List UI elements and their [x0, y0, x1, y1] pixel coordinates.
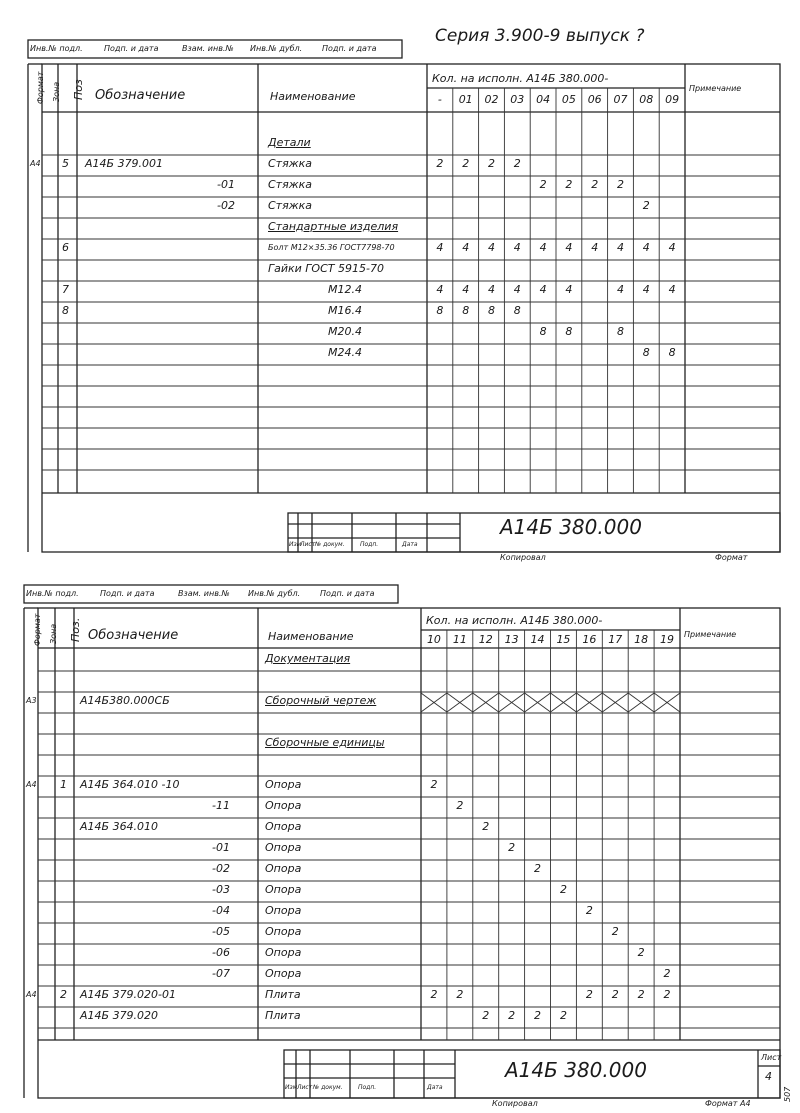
row-designation: -07: [212, 967, 230, 980]
row-designation: А14Б 379.020: [80, 1009, 159, 1022]
row-position: 2: [60, 988, 67, 1001]
row-designation: -03: [212, 883, 230, 896]
exec-col-header: 02: [484, 93, 499, 106]
qty-cell: 4: [642, 283, 650, 296]
row-format: А4: [26, 780, 37, 789]
row-name: Детали: [268, 136, 311, 149]
head-designation: Обозначение: [95, 88, 186, 103]
row-format: А4: [26, 990, 37, 999]
copied-by: Копировал: [492, 1099, 538, 1108]
qty-cell: 4: [668, 241, 676, 254]
row-name: Стяжка: [268, 199, 312, 212]
qty-cell: 4: [616, 241, 624, 254]
head-name: Наименование: [268, 630, 354, 643]
row-name: Опора: [265, 883, 302, 896]
row-position: 6: [62, 241, 69, 254]
qty-cell: 4: [487, 283, 495, 296]
stamp-sign-date-2: Подп. и дата: [320, 589, 375, 598]
exec-col-header: 12: [478, 633, 493, 646]
row-name: Опора: [265, 946, 302, 959]
exec-col-header: 16: [582, 633, 597, 646]
row-name: М20.4: [328, 325, 362, 338]
qty-cell: 2: [430, 778, 438, 791]
row-name: Опора: [265, 841, 302, 854]
qty-cell: 2: [663, 967, 671, 980]
tb-izm: Изм: [285, 1084, 298, 1091]
qty-cell: 2: [508, 841, 516, 854]
row-name: М24.4: [328, 346, 362, 359]
qty-cell: 2: [616, 178, 624, 191]
row-designation: -06: [212, 946, 230, 959]
stamp-inv-orig: Инв.№ подл.: [26, 589, 79, 598]
exec-col-header: 18: [634, 633, 649, 646]
head-format: Формат: [33, 613, 42, 646]
qty-cell: 2: [513, 157, 521, 170]
qty-cell: 4: [539, 283, 547, 296]
head-note: Примечание: [684, 630, 737, 639]
qty-cell: 2: [637, 988, 645, 1001]
sheet-number: 4: [765, 1070, 772, 1083]
qty-cell: 8: [539, 325, 547, 338]
qty-cell: 4: [591, 241, 599, 254]
qty-cell: 8: [436, 304, 444, 317]
exec-col-header: 01: [458, 93, 473, 106]
tb-list: Лист: [297, 1084, 313, 1091]
qty-cell: 4: [436, 283, 444, 296]
tb-date: Дата: [402, 541, 418, 548]
row-name: Стяжка: [268, 178, 312, 191]
row-designation: А14Б 379.020-01: [80, 988, 177, 1001]
row-name: Документация: [265, 652, 351, 665]
qty-cell: 2: [456, 799, 464, 812]
tb-izm: Изм: [289, 541, 302, 548]
row-name: Сборочные единицы: [265, 736, 385, 749]
qty-cell: 8: [487, 304, 495, 317]
series-title: Серия 3.900-9 выпуск ?: [435, 26, 645, 46]
row-name: Плита: [265, 988, 301, 1001]
head-zone: Зона: [49, 623, 58, 644]
exec-col-header: 06: [587, 93, 602, 106]
copied-by: Копировал: [500, 553, 546, 562]
stamp-inv-dup: Инв.№ дубл.: [248, 589, 301, 598]
exec-col-header: 14: [530, 633, 545, 646]
row-name: Болт М12×35.36 ГОСТ7798-70: [268, 243, 395, 252]
qty-cell: 2: [456, 988, 464, 1001]
row-name: Стяжка: [268, 157, 312, 170]
qty-cell: 8: [668, 346, 676, 359]
row-format: А4: [30, 159, 41, 168]
exec-col-header: 10: [426, 633, 441, 646]
exec-col-header: 07: [613, 93, 628, 106]
qty-cell: 2: [539, 178, 547, 191]
qty-cell: 2: [436, 157, 444, 170]
qty-cell: 2: [534, 862, 542, 875]
qty-cell: 2: [508, 1009, 516, 1022]
row-name: Стандартные изделия: [268, 220, 399, 233]
qty-cell: 4: [565, 241, 573, 254]
qty-cell: 2: [482, 820, 490, 833]
row-name: Опора: [265, 820, 302, 833]
qty-cell: 4: [462, 241, 470, 254]
qty-cell: 4: [513, 241, 521, 254]
stamp-sign-date: Подп. и дата: [104, 44, 159, 53]
row-name: Плита: [265, 1009, 301, 1022]
qty-cell: 2: [534, 1009, 542, 1022]
tb-sign: Подп.: [358, 1084, 377, 1091]
qty-cell: 8: [616, 325, 624, 338]
row-name: Опора: [265, 862, 302, 875]
row-name: М16.4: [328, 304, 362, 317]
head-pos: Поз.: [69, 617, 82, 642]
row-name: Опора: [265, 967, 302, 980]
stamp-sign-date: Подп. и дата: [100, 589, 155, 598]
qty-cell: 2: [585, 988, 593, 1001]
row-position: 1: [60, 778, 67, 791]
row-name: М12.4: [328, 283, 362, 296]
qty-cell: 2: [565, 178, 573, 191]
stamp-replace-inv: Взам. инв.№: [182, 44, 234, 53]
exec-col-header: 13: [504, 633, 519, 646]
row-name: Опора: [265, 778, 302, 791]
qty-cell: 4: [616, 283, 624, 296]
corner-mark: 507: [783, 1086, 792, 1102]
row-name: Опора: [265, 799, 302, 812]
qty-cell: 8: [513, 304, 521, 317]
doc-number: А14Б 380.000: [500, 515, 642, 539]
qty-cell: 2: [430, 988, 438, 1001]
tb-doc: № докум.: [315, 541, 345, 548]
row-designation: -11: [212, 799, 230, 812]
qty-cell: 2: [462, 157, 470, 170]
row-designation: -01: [212, 841, 230, 854]
qty-cell: 2: [611, 988, 619, 1001]
qty-cell: 4: [513, 283, 521, 296]
row-name: Гайки ГОСТ 5915-70: [268, 262, 384, 275]
head-name: Наименование: [270, 90, 356, 103]
tb-list: Лист: [300, 541, 316, 548]
stamp-replace-inv: Взам. инв.№: [178, 589, 230, 598]
qty-cell: 2: [585, 904, 593, 917]
row-position: 8: [62, 304, 69, 317]
row-designation: -02: [217, 199, 235, 212]
stamp-inv-dup: Инв.№ дубл.: [250, 44, 303, 53]
qty-cell: 2: [591, 178, 599, 191]
exec-col-header: 19: [660, 633, 675, 646]
row-designation: -01: [217, 178, 235, 191]
head-zone: Зона: [52, 81, 61, 102]
qty-cell: 2: [559, 1009, 567, 1022]
qty-cell: 4: [565, 283, 573, 296]
doc-number: А14Б 380.000: [505, 1058, 647, 1082]
exec-col-header: 03: [510, 93, 525, 106]
tb-doc: № докум.: [313, 1084, 343, 1091]
qty-cell: 2: [663, 988, 671, 1001]
sheet-label: Лист: [761, 1053, 782, 1062]
row-designation: А14Б380.000СБ: [80, 694, 170, 707]
stamp-inv-orig: Инв.№ подл.: [30, 44, 83, 53]
qty-cell: 2: [637, 946, 645, 959]
qty-cell: 2: [611, 925, 619, 938]
tb-sign: Подп.: [360, 541, 379, 548]
exec-col-header: 15: [556, 633, 571, 646]
qty-cell: 4: [539, 241, 547, 254]
format-label: Формат: [715, 553, 748, 562]
head-qty: Кол. на исполн. А14Б 380.000-: [432, 72, 609, 85]
row-position: 7: [62, 283, 69, 296]
exec-col-header: 04: [536, 93, 551, 106]
format-label: Формат А4: [705, 1099, 751, 1108]
row-name: Сборочный чертеж: [265, 694, 377, 707]
qty-cell: 2: [642, 199, 650, 212]
exec-col-header: 05: [561, 93, 576, 106]
head-qty: Кол. на исполн. А14Б 380.000-: [426, 614, 603, 627]
head-designation: Обозначение: [88, 628, 179, 643]
row-designation: -02: [212, 862, 230, 875]
qty-cell: 2: [482, 1009, 490, 1022]
head-pos: Поз: [72, 79, 85, 100]
qty-cell: 2: [487, 157, 495, 170]
exec-col-header: 09: [665, 93, 680, 106]
qty-cell: 8: [462, 304, 470, 317]
row-position: 5: [62, 157, 69, 170]
head-note: Примечание: [689, 84, 742, 93]
row-format: А3: [26, 696, 37, 705]
row-designation: А14Б 364.010: [80, 820, 159, 833]
head-format: Формат: [36, 71, 45, 104]
qty-cell: 4: [436, 241, 444, 254]
exec-col-header: 08: [639, 93, 654, 106]
row-designation: А14Б 379.001: [85, 157, 164, 170]
tb-date: Дата: [427, 1084, 443, 1091]
qty-cell: 4: [668, 283, 676, 296]
row-designation: -04: [212, 904, 230, 917]
stamp-sign-date-2: Подп. и дата: [322, 44, 377, 53]
exec-col-header: 17: [608, 633, 623, 646]
qty-cell: 8: [642, 346, 650, 359]
row-name: Опора: [265, 904, 302, 917]
qty-cell: 4: [642, 241, 650, 254]
qty-cell: 4: [462, 283, 470, 296]
qty-cell: 4: [487, 241, 495, 254]
qty-cell: 8: [565, 325, 573, 338]
qty-cell: 2: [559, 883, 567, 896]
exec-col-header: -: [437, 93, 442, 106]
row-designation: -05: [212, 925, 230, 938]
row-name: Опора: [265, 925, 302, 938]
row-designation: А14Б 364.010 -10: [80, 778, 180, 791]
exec-col-header: 11: [452, 633, 467, 646]
